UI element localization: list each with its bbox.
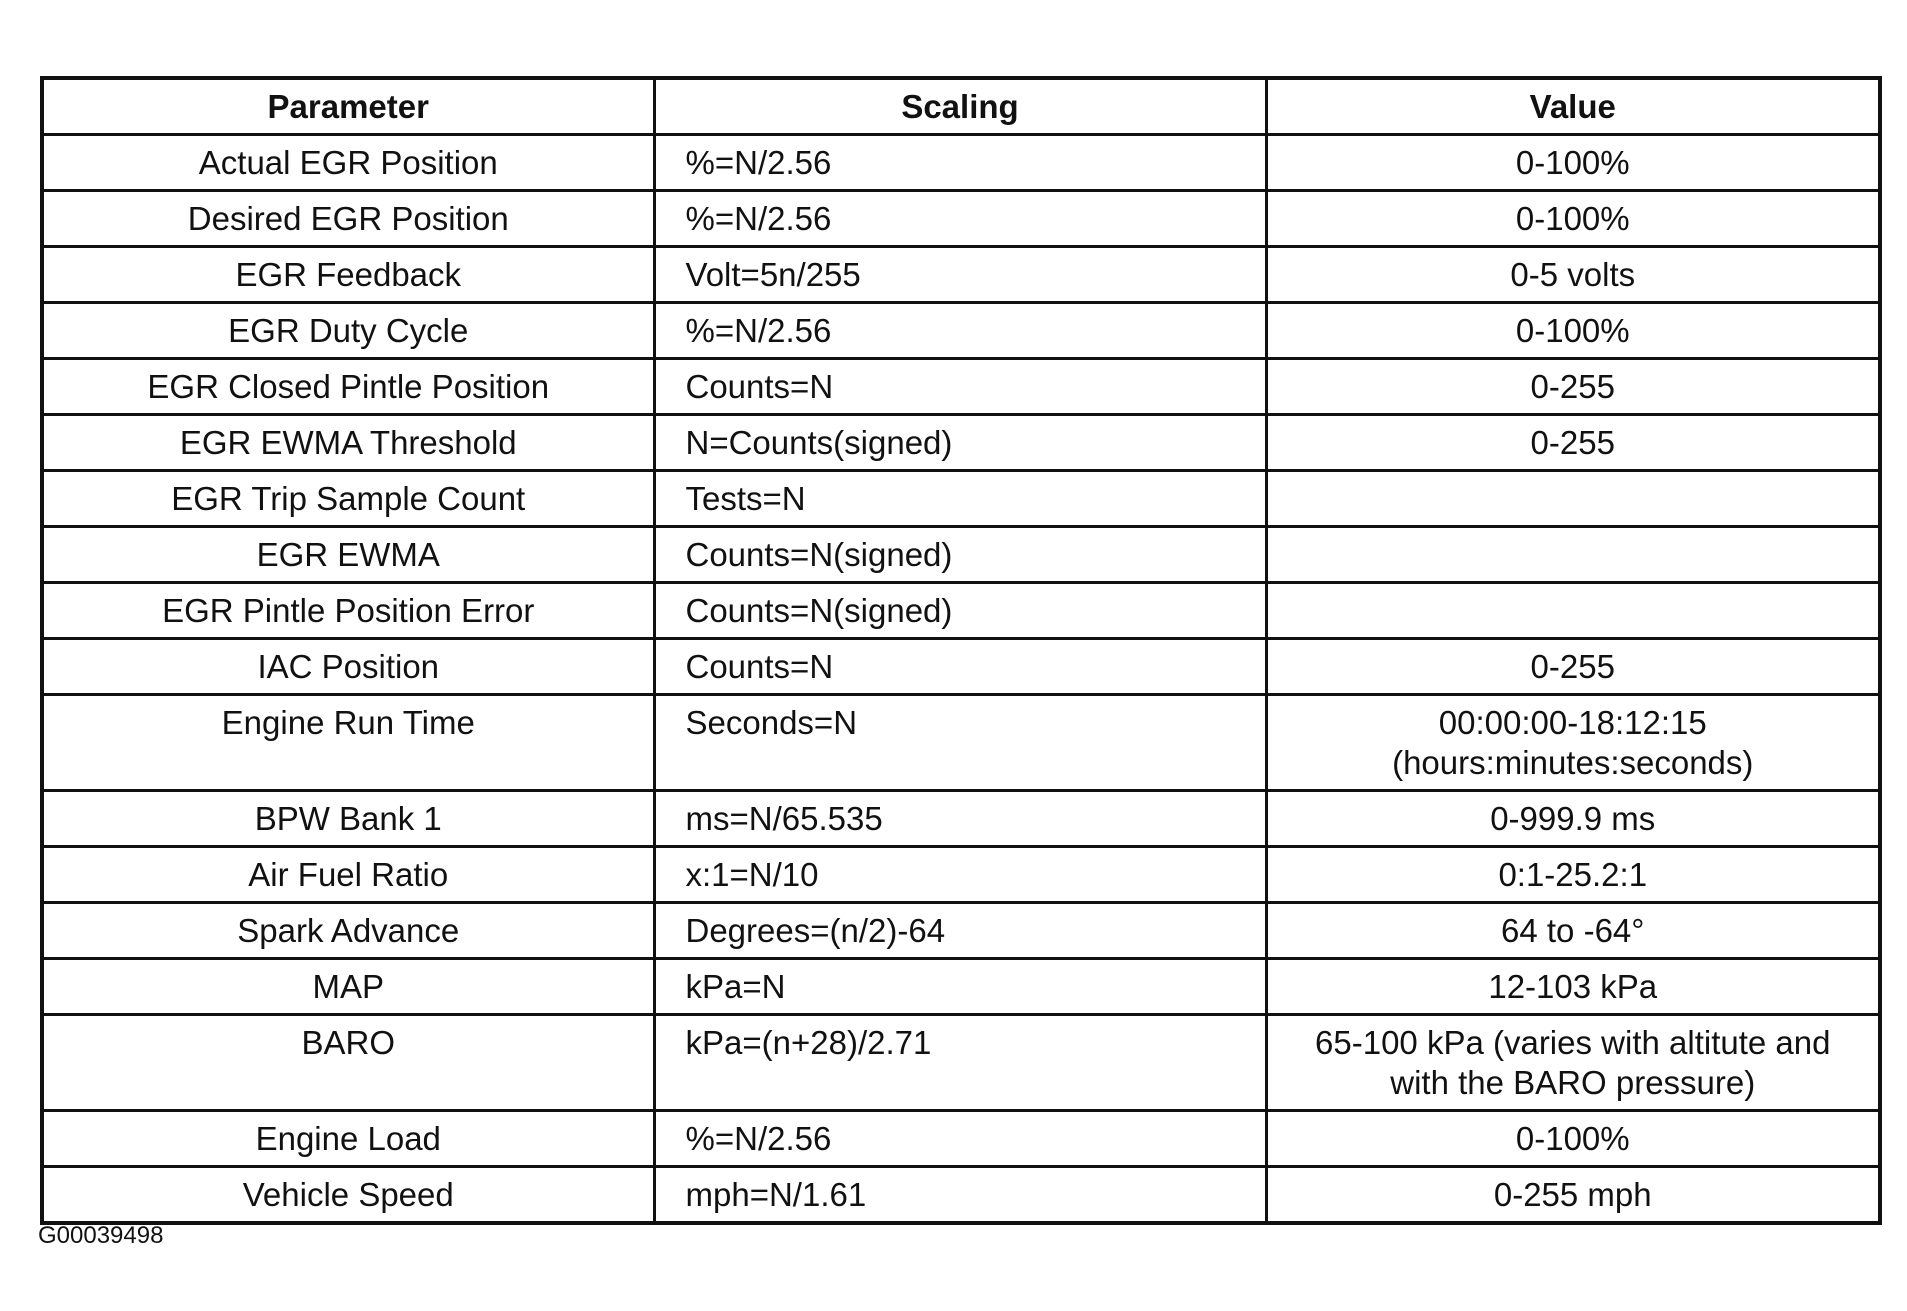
value-cell: 0-255 mph xyxy=(1266,1167,1880,1224)
value-cell: 12-103 kPa xyxy=(1266,959,1880,1015)
value-cell xyxy=(1266,471,1880,527)
scaling-cell: kPa=N xyxy=(654,959,1266,1015)
scaling-cell: %=N/2.56 xyxy=(654,191,1266,247)
table-row xyxy=(42,135,1880,191)
table-row xyxy=(42,1111,1880,1167)
value-cell xyxy=(1266,1015,1880,1111)
parameter-cell: Air Fuel Ratio xyxy=(42,847,654,903)
figure-id-caption: G00039498 xyxy=(38,1222,164,1249)
parameter-cell: Vehicle Speed xyxy=(42,1167,654,1224)
value-line-2: (hours:minutes:seconds) xyxy=(1392,744,1754,781)
table-row xyxy=(42,303,1880,359)
scaling-cell: ms=N/65.535 xyxy=(654,791,1266,847)
table-row xyxy=(42,903,1880,959)
scaling-cell: %=N/2.56 xyxy=(654,303,1266,359)
value-cell: 0-255 xyxy=(1266,415,1880,471)
scaling-cell: mph=N/1.61 xyxy=(654,1167,1266,1224)
value-cell: 0:1-25.2:1 xyxy=(1266,847,1880,903)
scaling-cell: Degrees=(n/2)-64 xyxy=(654,903,1266,959)
header-parameter: Parameter xyxy=(42,78,654,135)
scaling-cell: Counts=N(signed) xyxy=(654,527,1266,583)
value-line-2: with the BARO pressure) xyxy=(1390,1064,1756,1101)
table-row xyxy=(42,359,1880,415)
value-cell: 0-100% xyxy=(1266,303,1880,359)
table-row xyxy=(42,247,1880,303)
parameter-cell: Spark Advance xyxy=(42,903,654,959)
scaling-cell: kPa=(n+28)/2.71 xyxy=(654,1015,1266,1111)
parameter-cell: IAC Position xyxy=(42,639,654,695)
value-cell: 0-100% xyxy=(1266,1111,1880,1167)
value-cell: 0-999.9 ms xyxy=(1266,791,1880,847)
parameter-cell: EGR Duty Cycle xyxy=(42,303,654,359)
value-cell xyxy=(1266,527,1880,583)
header-scaling: Scaling xyxy=(654,78,1266,135)
value-line-1: 00:00:00-18:12:15 xyxy=(1438,704,1707,741)
scaling-cell: x:1=N/10 xyxy=(654,847,1266,903)
value-cell xyxy=(1266,695,1880,791)
parameter-cell: EGR Pintle Position Error xyxy=(42,583,654,639)
parameter-scaling-table xyxy=(40,76,1882,1225)
table-row xyxy=(42,791,1880,847)
parameter-cell: EGR Feedback xyxy=(42,247,654,303)
table-row xyxy=(42,639,1880,695)
parameter-cell: Actual EGR Position xyxy=(42,135,654,191)
value-cell: 0-5 volts xyxy=(1266,247,1880,303)
parameter-cell: Engine Load xyxy=(42,1111,654,1167)
value-cell xyxy=(1266,583,1880,639)
scaling-cell: %=N/2.56 xyxy=(654,135,1266,191)
table-row xyxy=(42,583,1880,639)
scaling-cell: Tests=N xyxy=(654,471,1266,527)
scaling-cell: N=Counts(signed) xyxy=(654,415,1266,471)
value-cell: 64 to -64° xyxy=(1266,903,1880,959)
scaling-cell: Seconds=N xyxy=(654,695,1266,791)
parameter-cell: BPW Bank 1 xyxy=(42,791,654,847)
table-row xyxy=(42,847,1880,903)
table-row xyxy=(42,959,1880,1015)
table-row xyxy=(42,1167,1880,1224)
table-row xyxy=(42,695,1880,791)
table-row xyxy=(42,191,1880,247)
scaling-cell: Counts=N xyxy=(654,639,1266,695)
scaling-cell: Volt=5n/255 xyxy=(654,247,1266,303)
table-row xyxy=(42,527,1880,583)
value-cell: 0-100% xyxy=(1266,191,1880,247)
table-header-row xyxy=(42,78,1880,135)
value-cell: 0-255 xyxy=(1266,359,1880,415)
table-row xyxy=(42,471,1880,527)
table-row xyxy=(42,415,1880,471)
parameter-cell: Engine Run Time xyxy=(42,695,654,791)
parameter-cell: Desired EGR Position xyxy=(42,191,654,247)
parameter-cell: BARO xyxy=(42,1015,654,1111)
value-line-1: 65-100 kPa (varies with altitute and xyxy=(1315,1024,1831,1061)
scaling-table-container xyxy=(40,76,1878,1225)
scaling-cell: Counts=N(signed) xyxy=(654,583,1266,639)
parameter-cell: MAP xyxy=(42,959,654,1015)
table-row xyxy=(42,1015,1880,1111)
parameter-cell: EGR EWMA Threshold xyxy=(42,415,654,471)
parameter-cell: EGR EWMA xyxy=(42,527,654,583)
value-cell: 0-255 xyxy=(1266,639,1880,695)
parameter-cell: EGR Trip Sample Count xyxy=(42,471,654,527)
scaling-cell: Counts=N xyxy=(654,359,1266,415)
value-cell: 0-100% xyxy=(1266,135,1880,191)
scaling-cell: %=N/2.56 xyxy=(654,1111,1266,1167)
header-value: Value xyxy=(1266,78,1880,135)
parameter-cell: EGR Closed Pintle Position xyxy=(42,359,654,415)
